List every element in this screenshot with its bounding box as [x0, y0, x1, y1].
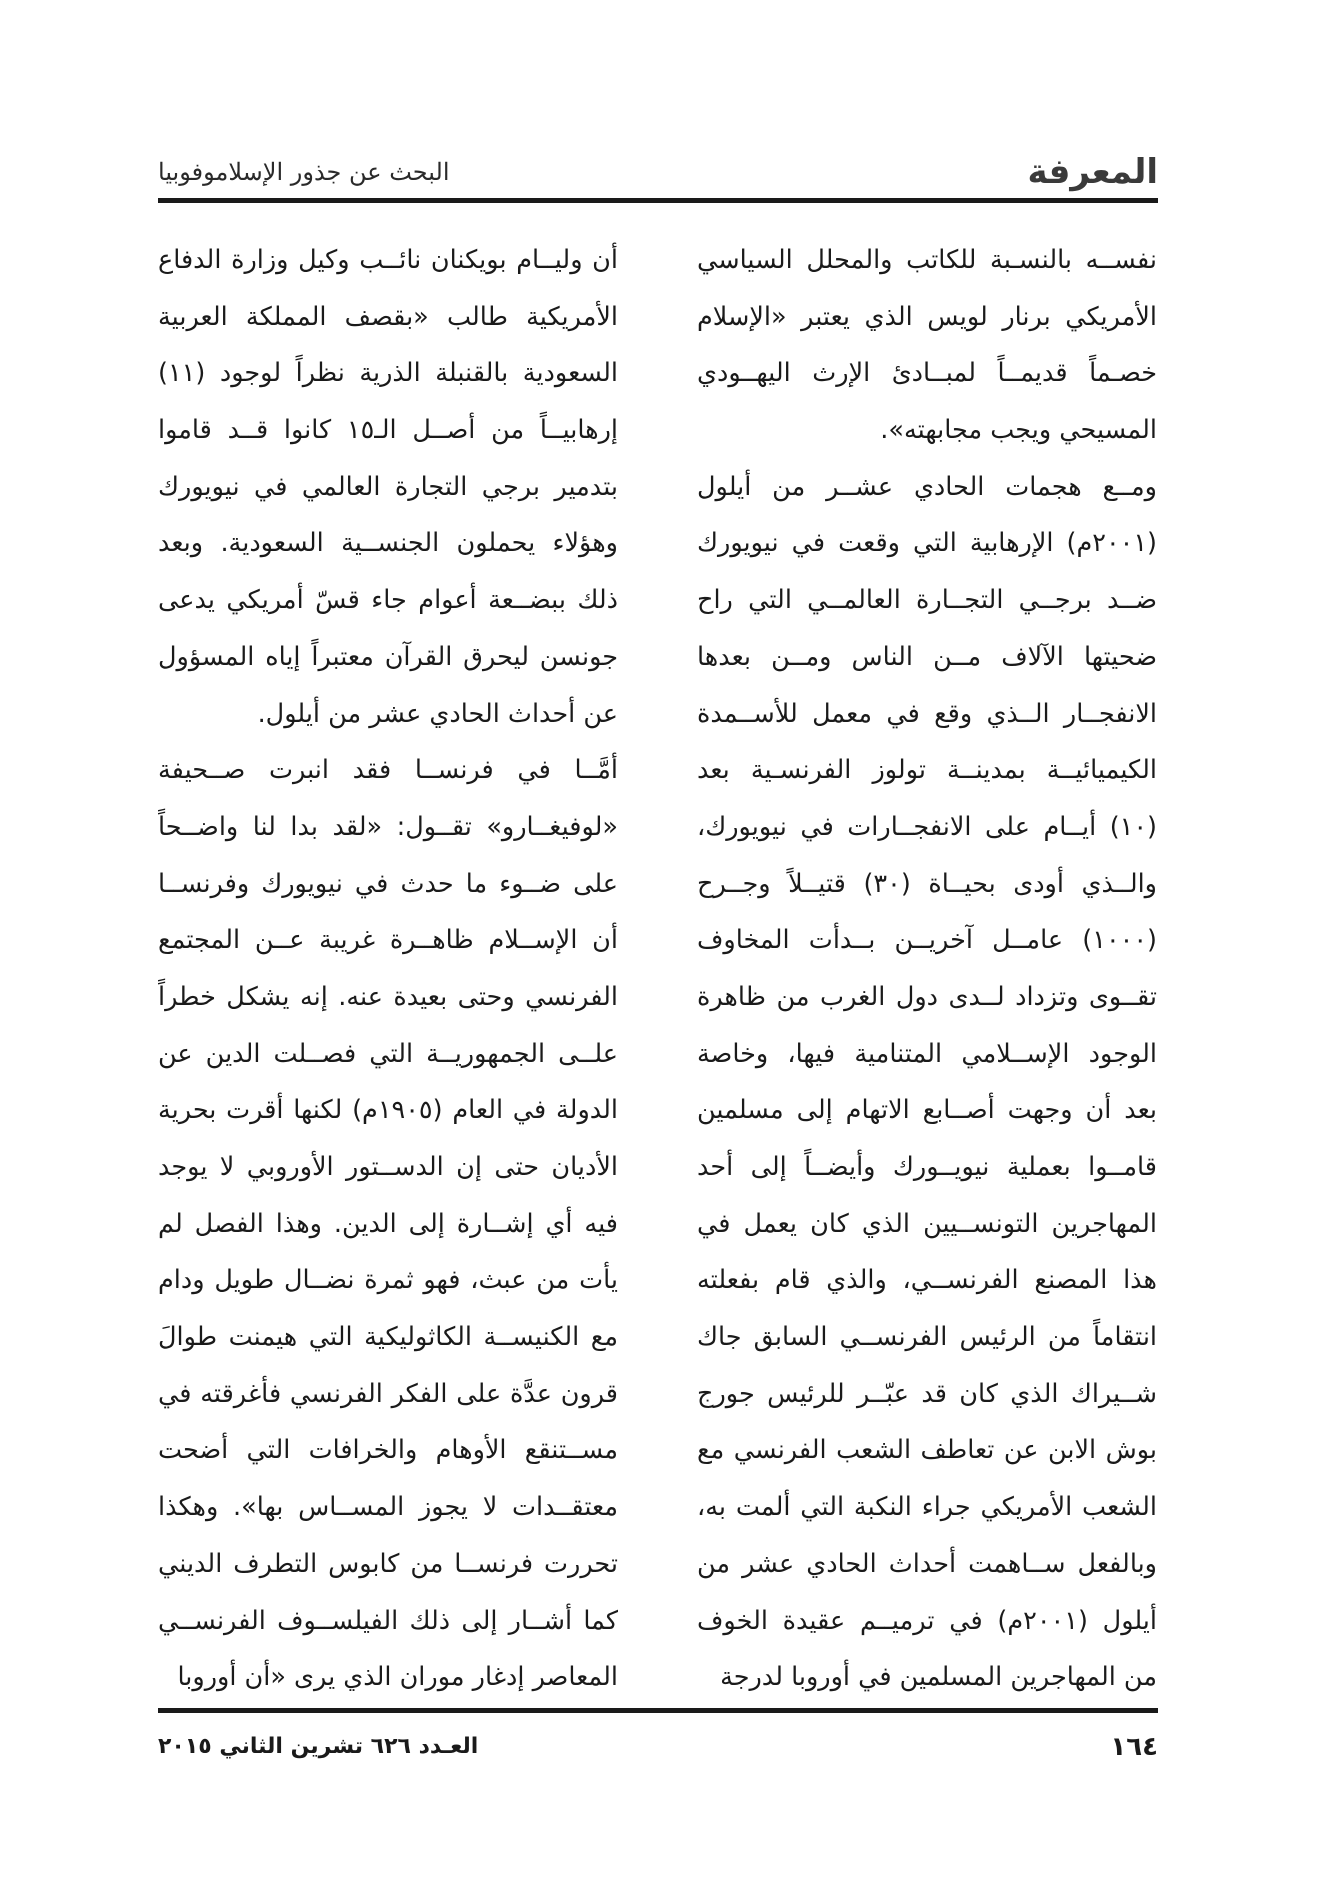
text-line: انتقاماً من الرئيس الفرنســي السابق جاك: [697, 1322, 1157, 1353]
text-line: وبالفعل ســاهمت أحداث الحادي عشر من: [697, 1548, 1157, 1579]
page-footer: [158, 1732, 1158, 1772]
text-line: تقــوى وتزداد لــدى دول الغرب من ظاهرة: [697, 981, 1157, 1012]
text-line: الأمريكي برنار لويس الذي يعتبر «الإسلام: [697, 301, 1157, 332]
text-line: (١٠) أيــام على الانفجــارات في نيويورك،: [697, 811, 1157, 842]
text-line: الفرنسي وحتى بعيدة عنه. إنه يشكل خطراً: [158, 981, 618, 1012]
text-line: هذا المصنع الفرنســي، والذي قام بفعلته: [697, 1265, 1157, 1296]
text-line: أن الإســلام ظاهــرة غريبة عــن المجتمع: [158, 925, 618, 956]
magazine-logo: المعرفة: [1027, 152, 1158, 192]
text-line: الوجود الإســلامي المتنامية فيها، وخاصة: [697, 1038, 1157, 1069]
footer-rule: [158, 1708, 1158, 1713]
issue-info: العـدد ٦٢٦ تشرين الثاني ٢٠١٥: [158, 1734, 479, 1759]
text-line: على ضــوء ما حدث في نيويورك وفرنســا: [158, 868, 618, 899]
text-line: مع الكنيســة الكاثوليكية التي هيمنت طوالَ: [158, 1322, 618, 1353]
text-line: ضــد برجــي التجــارة العالمــي التي راح: [697, 585, 1157, 616]
text-line: الدولة في العام (١٩٠٥م) لكنها أقرت بحرية: [158, 1095, 618, 1126]
text-line: والــذي أودى بحيــاة (٣٠) قتيــلاً وجــرح: [697, 868, 1157, 899]
text-line: نفســه بالنسـبة للكاتب والمحلل السياسي: [697, 245, 1157, 275]
text-line: الانفجــار الــذي وقع في معمل للأســمدة: [697, 698, 1157, 729]
text-line: بوش الابن عن تعاطف الشعب الفرنسي مع: [697, 1435, 1157, 1466]
text-line: المسيحي ويجب مجابهته».: [880, 415, 1157, 446]
text-line: الأمريكية طالب «بقصف المملكة العربية: [158, 301, 618, 332]
text-line: معتقــدات لا يجوز المســاس بها». وهكذا: [158, 1492, 618, 1523]
page-header: [158, 150, 1158, 202]
text-line: الأديان حتى إن الدســتور الأوروبي لا يوجد: [158, 1152, 618, 1182]
text-line: المعاصر إدغار موران الذي يرى «أن أوروبا: [177, 1662, 618, 1693]
text-line: الشعب الأمريكي جراء النكبة التي ألمت به،: [697, 1492, 1157, 1523]
text-line: وهؤلاء يحملون الجنســية السعودية. وبعد: [158, 528, 618, 559]
text-line: الكيميائيــة بمدينــة تولوز الفرنسـية بعد: [697, 755, 1157, 786]
text-line: أيلول (٢٠٠١م) في ترميــم عقيدة الخوف: [697, 1605, 1157, 1636]
text-line: من المهاجرين المسلمين في أوروبا لدرجة: [720, 1662, 1157, 1693]
text-line: (١٠٠٠) عامــل آخريــن بــدأت المخاوف: [697, 925, 1157, 956]
text-line: ذلك ببضــعة أعوام جاء قسّ أمريكي يدعى: [158, 585, 618, 616]
text-line: جونسن ليحرق القرآن معتبراً إياه المسؤول: [158, 641, 618, 672]
text-line: فيه أي إشــارة إلى الدين. وهذا الفصل لم: [158, 1208, 618, 1239]
text-line: بعد أن وجهت أصــابع الاتهام إلى مسلمين: [697, 1095, 1157, 1126]
text-line: ضحيتها الآلاف مــن الناس ومــن بعدها: [697, 641, 1157, 672]
running-title: البحث عن جذور الإسلاموفوبيا: [158, 158, 450, 186]
text-line: مســتنقع الأوهام والخرافات التي أضحت: [158, 1435, 618, 1466]
text-line: (٢٠٠١م) الإرهابية التي وقعت في نيويورك: [697, 528, 1157, 559]
text-column-left: [158, 232, 618, 1706]
text-line: قرون عدَّة على الفكر الفرنسي فأغرقته في: [158, 1378, 618, 1409]
text-line: عن أحداث الحادي عشر من أيلول.: [257, 698, 618, 729]
text-line: خصـماً قديمــاً لمبــادئ الإرث اليهــودي: [697, 358, 1157, 389]
header-rule: [158, 198, 1158, 203]
text-line: علــى الجمهوريــة التي فصــلت الدين عن: [158, 1038, 618, 1069]
text-line: أمَّــا في فرنســا فقد انبرت صــحيفة: [158, 755, 618, 786]
text-line: ومــع هجمات الحادي عشــر من أيلول: [697, 471, 1157, 502]
text-line: يأت من عبث، فهو ثمرة نضــال طويل ودام: [158, 1265, 618, 1296]
text-line: قامــوا بعملية نيويــورك وأيضــاً إلى أحد: [697, 1152, 1157, 1182]
text-line: شــيراك الذي كان قد عبّــر للرئيس جورج: [697, 1378, 1157, 1409]
page-number: ١٦٤: [1110, 1732, 1158, 1762]
text-column-right: [697, 232, 1157, 1706]
text-line: المهاجرين التونســيين الذي كان يعمل في: [697, 1208, 1157, 1239]
text-line: «لوفيغــارو» تقــول: «لقد بدا لنا واضــحاً: [158, 811, 618, 842]
text-line: إرهابيــاً من أصــل الـ١٥ كانوا قــد قاموا: [158, 415, 618, 446]
text-line: كما أشــار إلى ذلك الفيلســوف الفرنســي: [158, 1605, 618, 1636]
text-line: السعودية بالقنبلة الذرية نظراً لوجود (١١): [158, 358, 618, 389]
text-line: تحررت فرنســا من كابوس التطرف الديني: [158, 1548, 618, 1579]
text-line: بتدمير برجي التجارة العالمي في نيويورك: [158, 471, 618, 502]
text-line: أن وليــام بويكنان نائــب وكيل وزارة الدفاع: [158, 245, 618, 275]
